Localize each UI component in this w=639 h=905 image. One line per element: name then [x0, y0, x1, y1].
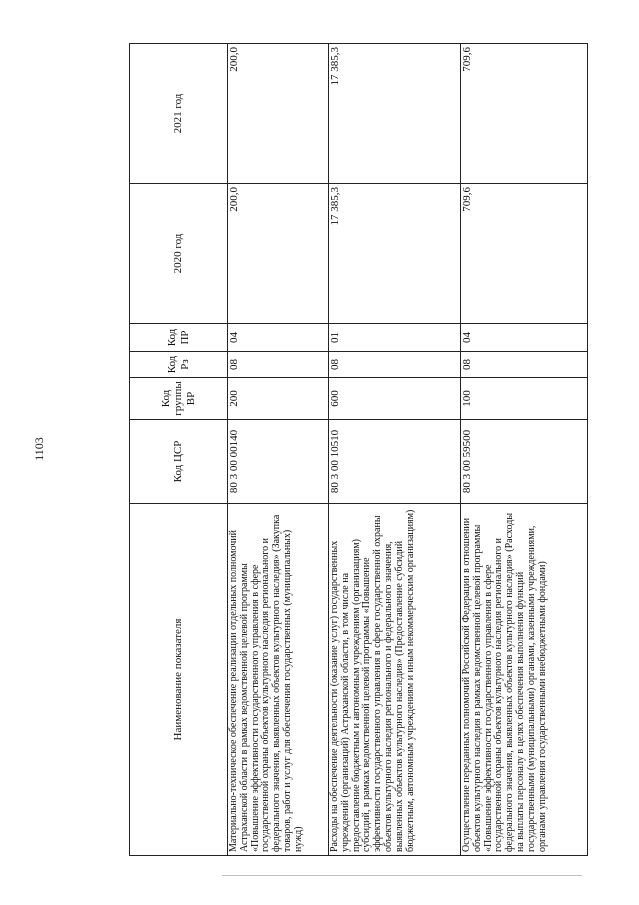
budget-table — [129, 43, 588, 856]
row-2020: 709,6 — [461, 184, 588, 324]
header-csr: Код ЦСР — [130, 420, 228, 504]
row-2021: 709,6 — [461, 44, 588, 184]
row-csr: 80 3 00 10510 — [329, 420, 461, 504]
table-row — [228, 44, 329, 856]
row-name: Расходы на обеспечение деятельности (оказание услуг) государственных учреждений (организаций) Астраханской области, в том числе на предоставление бюджетным и автономным учреждениям (организациям) субсидий, в рамках ведомственной целевой программы «Повышение эффективности государственного управления в сфере государственной охраны объектов культурного наследия регионального и федерального значения, выявленных объектов культурного наследия» (Предоставление субсидий бюджетным, автономным учреждениям и иным некоммерческим организациям) — [329, 504, 461, 856]
table-header-row — [130, 44, 228, 856]
row-vr: 100 — [461, 378, 588, 420]
row-vr: 600 — [329, 378, 461, 420]
header-pr: Код ПР — [130, 324, 228, 352]
row-rz: 08 — [461, 352, 588, 378]
row-pr: 04 — [461, 324, 588, 352]
header-2021: 2021 год — [130, 44, 228, 184]
table-container — [129, 44, 548, 856]
rotated-table-frame — [129, 44, 548, 856]
header-rz: Код Рз — [130, 352, 228, 378]
page-number: 1103 — [32, 437, 46, 461]
scan-edge-line — [222, 875, 582, 876]
table-row — [329, 44, 461, 856]
row-2020: 17 385,3 — [329, 184, 461, 324]
row-rz: 08 — [329, 352, 461, 378]
row-csr: 80 3 00 00140 — [228, 420, 329, 504]
row-csr: 80 3 00 59500 — [461, 420, 588, 504]
header-name: Наименование показателя — [130, 504, 228, 856]
header-vr: Код группы ВР — [130, 378, 228, 420]
row-pr: 04 — [228, 324, 329, 352]
header-2020: 2020 год — [130, 184, 228, 324]
row-2021: 200,0 — [228, 44, 329, 184]
row-vr: 200 — [228, 378, 329, 420]
row-name: Материально-техническое обеспечение реализации отдельных полномочий Астраханской области в рамках ведомственной целевой программы «Повышение эффективности государственного управления в сфере государственной охраны объектов культурного наследия регионального и федерального значения, выявленных объектов культурного наследия» (Закупка товаров, работ и услуг для обеспечения государственных (муниципальных) нужд) — [228, 504, 329, 856]
row-pr: 01 — [329, 324, 461, 352]
row-rz: 08 — [228, 352, 329, 378]
row-name: Осуществление переданных полномочий Российской Федерации в отношении объектов культурного наследия в рамках ведомственной целевой программы «Повышение эффективности государственного управления в сфере государственной охраны объектов культурного наследия регионального и федерального значения, выявленных объектов культурного наследия» (Расходы на выплаты персоналу в целях обеспечения выполнения функций государственными (муниципальными) органами, казенными учреждениями, органами управления государственными внебюджетными фондами) — [461, 504, 588, 856]
row-2020: 200,0 — [228, 184, 329, 324]
table-row — [461, 44, 588, 856]
row-2021: 17 385,3 — [329, 44, 461, 184]
